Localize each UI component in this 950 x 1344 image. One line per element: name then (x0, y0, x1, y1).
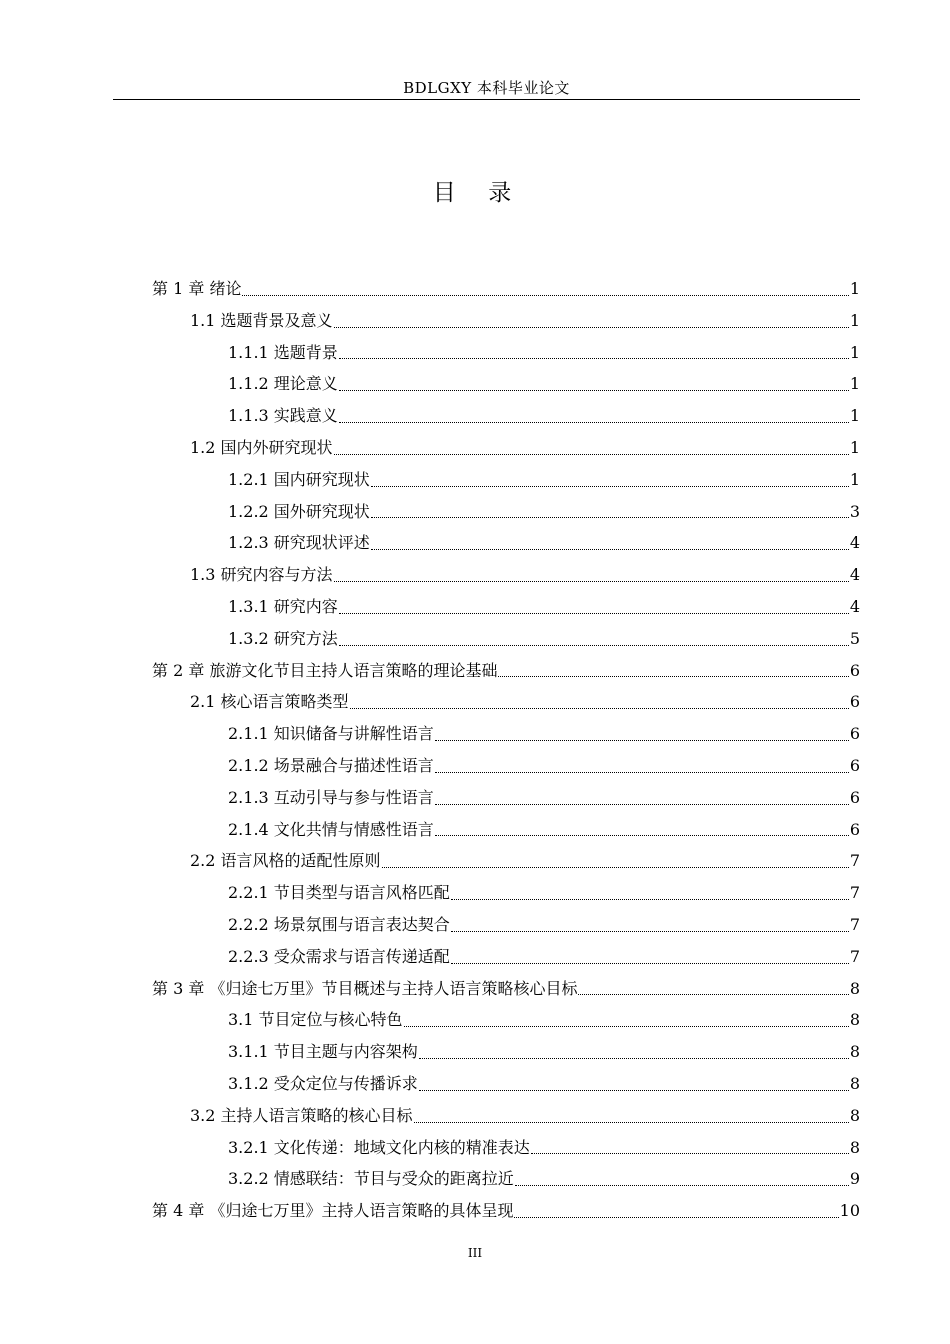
toc-entry[interactable] (152, 845, 860, 877)
toc-entry[interactable] (152, 1132, 860, 1164)
toc-entry-title: 第 2 章 旅游文化节目主持人语言策略的理论基础 (152, 660, 498, 680)
toc-entry[interactable] (152, 527, 860, 559)
toc-entry[interactable] (152, 400, 860, 432)
dot-leader (404, 1025, 849, 1027)
toc-entry-page: 10 (839, 1201, 860, 1221)
toc-entry[interactable] (152, 686, 860, 718)
dot-leader (334, 580, 849, 582)
toc-entry-page: 1 (849, 342, 860, 362)
toc-entry[interactable] (152, 718, 860, 750)
toc-entry[interactable] (152, 1036, 860, 1068)
dot-leader (435, 834, 849, 836)
toc-entry-page: 6 (849, 692, 860, 712)
toc-entry-title: 1.1.2 理论意义 (228, 374, 338, 394)
toc-entry-title: 1.3.2 研究方法 (228, 628, 338, 648)
toc-entry-page: 4 (849, 533, 860, 553)
toc-entry[interactable] (152, 337, 860, 369)
toc-entry-title: 第 3 章 《归途七万里》节目概述与主持人语言策略核心目标 (152, 978, 578, 998)
toc-title: 目 录 (432, 180, 518, 206)
toc-entry-page: 8 (849, 978, 860, 998)
dot-leader (371, 485, 849, 487)
dot-leader (339, 421, 849, 423)
toc-entry-title: 3.2 主持人语言策略的核心目标 (190, 1105, 413, 1125)
toc-entry-page: 4 (849, 565, 860, 585)
toc-entry-title: 3.1.1 节目主题与内容架构 (228, 1042, 418, 1062)
toc-entry-page: 1 (849, 279, 860, 298)
toc-entry[interactable] (152, 814, 860, 846)
header-rule (113, 99, 860, 100)
toc-entry-page: 1 (849, 374, 860, 394)
page-number: III (467, 1246, 483, 1260)
toc-entry-title: 1.1.3 实践意义 (228, 406, 338, 426)
toc-entry-page: 1 (849, 406, 860, 426)
toc-entry-page: 9 (849, 1169, 860, 1189)
toc-entry-title: 3.1 节目定位与核心特色 (228, 1010, 403, 1030)
dot-leader (334, 326, 849, 328)
toc-entry[interactable] (152, 368, 860, 400)
toc-entry-title: 第 1 章 绪论 (152, 279, 242, 298)
dot-leader (451, 898, 849, 900)
toc-entry-title: 1.1 选题背景及意义 (190, 310, 333, 330)
toc-entry[interactable] (152, 623, 860, 655)
dot-leader (371, 548, 849, 550)
toc-entry-page: 6 (849, 724, 860, 744)
dot-leader (339, 357, 849, 359)
toc-entry[interactable] (152, 496, 860, 528)
toc-entry-title: 2.1.4 文化共情与情感性语言 (228, 819, 434, 839)
toc-entry-title: 3.1.2 受众定位与传播诉求 (228, 1073, 418, 1093)
dot-leader (339, 612, 849, 614)
dot-leader (371, 516, 849, 518)
dot-leader (419, 1089, 849, 1091)
dot-leader (435, 739, 849, 741)
dot-leader (334, 453, 849, 455)
toc-entry[interactable] (152, 973, 860, 1005)
dot-leader (435, 771, 849, 773)
dot-leader (242, 294, 848, 296)
toc-entry-page: 7 (849, 851, 860, 871)
page-header: BDLGXY 本科毕业论文 (403, 79, 570, 97)
toc-entry[interactable] (152, 273, 860, 305)
toc-entry[interactable] (152, 655, 860, 687)
dot-leader (350, 707, 849, 709)
toc-entry-title: 2.2.1 节目类型与语言风格匹配 (228, 883, 450, 903)
toc-entry-title: 1.2.2 国外研究现状 (228, 501, 370, 521)
toc-entry-page: 6 (849, 787, 860, 807)
toc-entry[interactable] (152, 1195, 860, 1227)
toc-entry[interactable] (152, 432, 860, 464)
toc-entry[interactable] (152, 1004, 860, 1036)
toc-entry-title: 2.1.2 场景融合与描述性语言 (228, 755, 434, 775)
dot-leader (578, 993, 848, 995)
toc-entry-title: 2.1 核心语言策略类型 (190, 692, 349, 712)
toc-entry-title: 3.2.2 情感联结：节目与受众的距离拉近 (228, 1169, 514, 1189)
toc-entry-page: 6 (849, 755, 860, 775)
toc-entry[interactable] (152, 1100, 860, 1132)
dot-leader (514, 1216, 838, 1218)
dot-leader (435, 803, 849, 805)
toc-entry-page: 3 (849, 501, 860, 521)
toc-entry-page: 4 (849, 596, 860, 616)
dot-leader (339, 644, 849, 646)
dot-leader (451, 962, 849, 964)
toc-entry[interactable] (152, 750, 860, 782)
toc-entry-page: 5 (849, 628, 860, 648)
toc-entry-title: 2.2.2 场景氛围与语言表达契合 (228, 914, 450, 934)
toc-entry-page: 8 (849, 1137, 860, 1157)
dot-leader (419, 1057, 849, 1059)
toc-entry[interactable] (152, 464, 860, 496)
toc-entry-page: 8 (849, 1073, 860, 1093)
toc-entry[interactable] (152, 305, 860, 337)
toc-entry-page: 6 (849, 819, 860, 839)
toc-entry-title: 2.1.3 互动引导与参与性语言 (228, 787, 434, 807)
toc-entry-page: 7 (849, 946, 860, 966)
toc-entry[interactable] (152, 941, 860, 973)
toc-entry-page: 1 (849, 437, 860, 457)
toc-entry-page: 8 (849, 1105, 860, 1125)
dot-leader (382, 866, 849, 868)
toc-entry-title: 1.3 研究内容与方法 (190, 565, 333, 585)
dot-leader (339, 389, 849, 391)
toc-entry-title: 1.2 国内外研究现状 (190, 437, 333, 457)
dot-leader (498, 675, 848, 677)
toc-entry[interactable] (152, 559, 860, 591)
toc-entry-title: 1.1.1 选题背景 (228, 342, 338, 362)
toc-entry-page: 1 (849, 469, 860, 489)
toc-entry-title: 1.2.1 国内研究现状 (228, 469, 370, 489)
dot-leader (414, 1121, 849, 1123)
toc-entry-title: 1.3.1 研究内容 (228, 596, 338, 616)
toc-entry-title: 2.2 语言风格的适配性原则 (190, 851, 381, 871)
table-of-contents (152, 273, 860, 1227)
toc-entry-page: 8 (849, 1042, 860, 1062)
toc-entry-page: 6 (849, 660, 860, 680)
toc-entry[interactable] (152, 909, 860, 941)
toc-entry-page: 8 (849, 1010, 860, 1030)
toc-entry-page: 7 (849, 883, 860, 903)
toc-entry-title: 3.2.1 文化传递：地域文化内核的精准表达 (228, 1137, 530, 1157)
toc-entry-page: 1 (849, 310, 860, 330)
toc-entry-title: 1.2.3 研究现状评述 (228, 533, 370, 553)
toc-entry-page: 7 (849, 914, 860, 934)
toc-entry[interactable] (152, 782, 860, 814)
toc-entry-title: 2.2.3 受众需求与语言传递适配 (228, 946, 450, 966)
toc-entry-title: 2.1.1 知识储备与讲解性语言 (228, 724, 434, 744)
toc-entry-title: 第 4 章 《归途七万里》主持人语言策略的具体呈现 (152, 1201, 514, 1221)
toc-entry[interactable] (152, 1163, 860, 1195)
dot-leader (515, 1184, 849, 1186)
toc-entry[interactable] (152, 591, 860, 623)
toc-entry[interactable] (152, 877, 860, 909)
toc-entry[interactable] (152, 1068, 860, 1100)
dot-leader (451, 930, 849, 932)
dot-leader (531, 1152, 849, 1154)
